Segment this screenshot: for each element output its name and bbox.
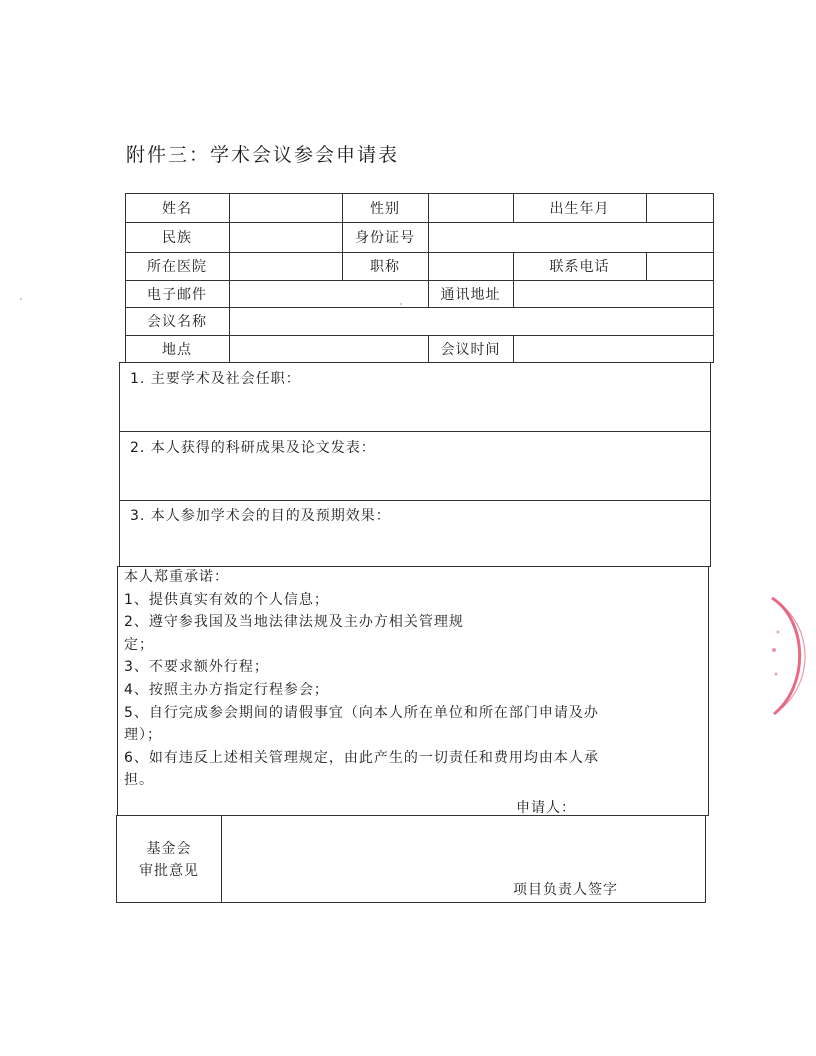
section-1-input[interactable] (120, 390, 710, 430)
applicant-signature-field[interactable] (576, 794, 686, 814)
label-meeting-name: 会议名称 (147, 314, 207, 330)
pledge-line: 3、不要求额外行程； (124, 659, 269, 676)
label-phone: 联系电话 (549, 259, 610, 275)
page-title: 附件三：学术会议参会申请表 (126, 144, 400, 166)
input-email[interactable] (229, 280, 428, 307)
input-name[interactable] (229, 193, 342, 222)
pledge-line: 4、按照主办方指定行程参会； (124, 681, 329, 698)
pledge-line: 2、遵守参我国及当地法律法规及主办方相关管理规 (124, 614, 464, 631)
input-meeting-time[interactable] (513, 335, 714, 363)
section-2-label: 2. 本人获得的科研成果及论文发表： (130, 440, 376, 456)
pledge-line: 1、提供真实有效的个人信息； (124, 591, 329, 608)
input-location[interactable] (229, 335, 428, 363)
input-job-title[interactable] (428, 252, 513, 280)
label-name: 姓名 (162, 200, 192, 217)
pledge-line: 定； (124, 636, 154, 653)
section-3-label: 3. 本人参加学术会的目的及预期效果： (130, 508, 391, 524)
project-leader-signature-label: 项目负责人签字 (513, 882, 618, 898)
label-meeting-time: 会议时间 (440, 342, 501, 358)
input-meeting-name[interactable] (229, 307, 714, 335)
approval-label (119, 838, 219, 882)
label-id-number: 身份证号 (355, 230, 415, 246)
label-location: 地点 (162, 342, 192, 358)
pledge-line: 5、自行完成参会期间的请假事宜（向本人所在单位和所在部门申请及办 (124, 704, 599, 721)
label-gender: 性别 (370, 200, 400, 217)
seal-stamp-fragment (752, 590, 816, 720)
applicant-signature-label: 申请人： (516, 800, 576, 816)
approval-label-line2: 审批意见 (139, 863, 199, 879)
approval-opinion-field[interactable] (222, 816, 704, 876)
section-3-input[interactable] (120, 527, 710, 565)
approval-label-line1: 基金会 (146, 841, 192, 857)
pledge-line: 理）； (124, 727, 162, 744)
pledge-heading: 本人郑重承诺： (124, 569, 229, 585)
label-address: 通讯地址 (440, 286, 501, 303)
input-phone[interactable] (646, 252, 714, 280)
label-birth: 出生年月 (549, 200, 610, 217)
pledge-text (124, 566, 644, 792)
label-ethnicity: 民族 (162, 230, 192, 246)
input-birth[interactable] (646, 193, 714, 222)
input-hospital[interactable] (229, 252, 342, 280)
label-email: 电子邮件 (147, 286, 207, 303)
pledge-line: 6、如有违反上述相关管理规定，由此产生的一切责任和费用均由本人承 (124, 749, 599, 766)
input-id-number[interactable] (428, 222, 714, 252)
input-gender[interactable] (428, 193, 513, 222)
section-2-input[interactable] (120, 459, 710, 499)
input-address[interactable] (513, 280, 714, 307)
input-ethnicity[interactable] (229, 222, 342, 252)
section-1-label: 1. 主要学术及社会任职： (130, 371, 301, 387)
pledge-line: 担。 (124, 772, 154, 789)
label-job-title: 职称 (370, 259, 400, 275)
label-hospital: 所在医院 (147, 259, 207, 275)
